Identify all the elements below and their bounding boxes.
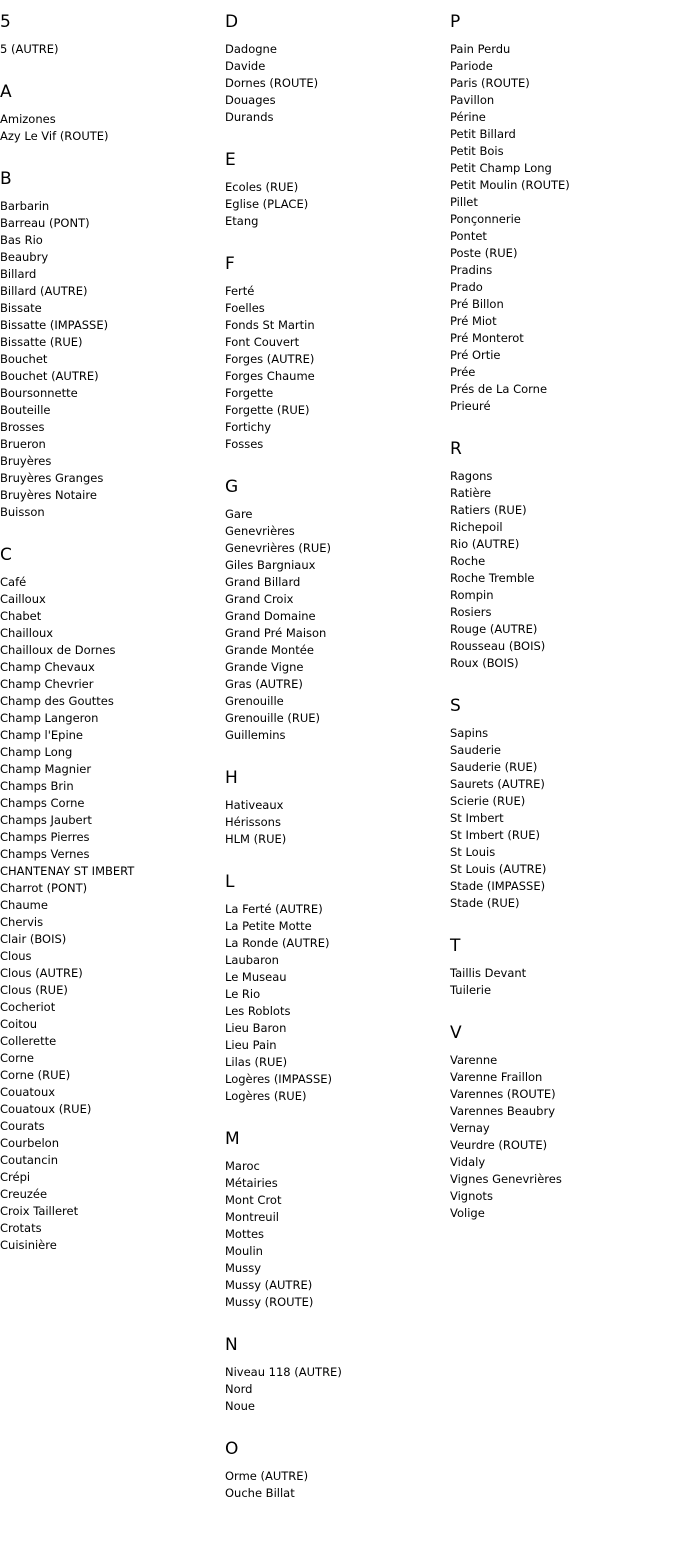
street-link[interactable]: Genevrières — [225, 524, 295, 538]
street-link[interactable]: Champs Brin — [0, 779, 74, 793]
street-link[interactable]: Vignes Genevrières — [450, 1172, 562, 1186]
street-link[interactable]: Boursonnette — [0, 386, 78, 400]
street-link[interactable]: Bruyères Notaire — [0, 488, 97, 502]
street-link[interactable]: Barbarin — [0, 199, 50, 213]
section-letter-heading: M — [225, 1129, 240, 1149]
street-link[interactable]: Rio (AUTRE) — [450, 537, 520, 551]
street-list — [450, 965, 670, 999]
street-link[interactable]: Champs Pierres — [0, 830, 90, 844]
section-letter-heading: G — [225, 477, 239, 497]
letter-section — [225, 1438, 445, 1502]
street-link[interactable]: Vidaly — [450, 1155, 486, 1169]
street-link[interactable]: Foelles — [225, 301, 265, 315]
letter-section — [450, 695, 670, 912]
street-link[interactable]: Lilas (RUE) — [225, 1055, 288, 1069]
letter-section — [225, 1334, 445, 1415]
street-link[interactable]: Prado — [450, 280, 483, 294]
section-letter-heading: O — [225, 1439, 239, 1459]
street-list — [225, 506, 445, 744]
street-list — [450, 41, 670, 415]
street-link[interactable]: Grenouille — [225, 694, 284, 708]
street-list — [0, 111, 220, 145]
street-link[interactable]: Roche — [450, 554, 486, 568]
street-link[interactable]: Courats — [0, 1119, 45, 1133]
street-link[interactable]: Grenouille (RUE) — [225, 711, 321, 725]
street-link[interactable]: Barreau (PONT) — [0, 216, 90, 230]
street-link[interactable]: Pontet — [450, 229, 487, 243]
street-link[interactable]: Poste (RUE) — [450, 246, 518, 260]
street-link[interactable]: 5 (AUTRE) — [0, 42, 59, 56]
street-link[interactable]: Pré Billon — [450, 297, 504, 311]
street-link[interactable]: Vernay — [450, 1121, 490, 1135]
street-link[interactable]: Sauderie — [450, 743, 502, 757]
street-link[interactable]: Grand Domaine — [225, 609, 316, 623]
section-letter-heading: N — [225, 1335, 238, 1355]
street-link[interactable]: Amizones — [0, 112, 56, 126]
street-link[interactable]: Champ Chevaux — [0, 660, 95, 674]
street-link[interactable]: Cuisinière — [0, 1238, 57, 1252]
street-link[interactable]: Bissatte (IMPASSE) — [0, 318, 109, 332]
street-link[interactable]: Richepoil — [450, 520, 503, 534]
street-link[interactable]: Billard — [0, 267, 37, 281]
street-link[interactable]: Gras (AUTRE) — [225, 677, 303, 691]
street-link[interactable]: Etang — [225, 214, 259, 228]
street-link[interactable]: Montreuil — [225, 1210, 279, 1224]
street-link[interactable]: Chailloux de Dornes — [0, 643, 116, 657]
street-link[interactable]: Couatoux (RUE) — [0, 1102, 92, 1116]
street-link[interactable]: Pré Monterot — [450, 331, 524, 345]
street-link[interactable]: Davide — [225, 59, 266, 73]
letter-section — [225, 871, 445, 1105]
street-link[interactable]: Moulin — [225, 1244, 263, 1258]
street-link[interactable]: St Imbert — [450, 811, 504, 825]
street-link[interactable]: Chaume — [0, 898, 48, 912]
street-link[interactable]: Pavillon — [450, 93, 495, 107]
street-link[interactable]: La Petite Motte — [225, 919, 312, 933]
street-link[interactable]: Ferté — [225, 284, 255, 298]
street-link[interactable]: Tuilerie — [450, 983, 492, 997]
street-link[interactable]: Pré Miot — [450, 314, 497, 328]
street-link[interactable]: Couatoux — [0, 1085, 56, 1099]
section-letter-heading: C — [0, 545, 12, 565]
street-link[interactable]: Gare — [225, 507, 253, 521]
street-link[interactable]: Clair (BOIS) — [0, 932, 67, 946]
street-link[interactable]: Café — [0, 575, 27, 589]
street-list — [0, 41, 220, 58]
street-link[interactable]: Lieu Baron — [225, 1021, 287, 1035]
street-link[interactable]: Font Couvert — [225, 335, 300, 349]
street-link[interactable]: Creuzée — [0, 1187, 48, 1201]
street-link[interactable]: Les Roblots — [225, 1004, 291, 1018]
street-link[interactable]: Durands — [225, 110, 274, 124]
street-link[interactable]: Giles Bargniaux — [225, 558, 316, 572]
street-link[interactable]: Rouge (AUTRE) — [450, 622, 538, 636]
street-link[interactable]: Mussy (AUTRE) — [225, 1278, 313, 1292]
street-link[interactable]: Forges (AUTRE) — [225, 352, 315, 366]
street-link[interactable]: Vignots — [450, 1189, 493, 1203]
street-link[interactable]: Varenne Fraillon — [450, 1070, 543, 1084]
street-link[interactable]: Guillemins — [225, 728, 286, 742]
street-link[interactable]: Paris (ROUTE) — [450, 76, 530, 90]
street-link[interactable]: La Ronde (AUTRE) — [225, 936, 330, 950]
street-link[interactable]: Corne — [0, 1051, 34, 1065]
street-link[interactable]: Petit Billard — [450, 127, 516, 141]
street-link[interactable]: Rosiers — [450, 605, 492, 619]
street-link[interactable]: Chailloux — [0, 626, 54, 640]
street-link[interactable]: Rompin — [450, 588, 494, 602]
street-list — [0, 574, 220, 1254]
street-link[interactable]: Prieuré — [450, 399, 491, 413]
street-link[interactable]: Grand Billard — [225, 575, 301, 589]
section-letter-heading: L — [225, 872, 235, 892]
street-link[interactable]: Pillet — [450, 195, 478, 209]
letter-section — [225, 11, 445, 126]
street-link[interactable]: Bissatte (RUE) — [0, 335, 83, 349]
street-link[interactable]: Genevrières (RUE) — [225, 541, 331, 555]
street-link[interactable]: Taillis Devant — [450, 966, 527, 980]
street-link[interactable]: CHANTENAY ST IMBERT — [0, 864, 135, 878]
street-link[interactable]: Grand Croix — [225, 592, 294, 606]
street-link[interactable]: Pain Perdu — [450, 42, 511, 56]
letter-section — [225, 767, 445, 848]
street-link[interactable]: Prée — [450, 365, 476, 379]
street-link[interactable]: Ponçonnerie — [450, 212, 521, 226]
street-link[interactable]: Champ Chevrier — [0, 677, 94, 691]
section-letter-heading: E — [225, 150, 236, 170]
street-link[interactable]: Logères (RUE) — [225, 1089, 307, 1103]
street-link[interactable]: Forgette (RUE) — [225, 403, 310, 417]
street-link[interactable]: Périne — [450, 110, 486, 124]
letter-section — [225, 149, 445, 230]
street-link[interactable]: Brosses — [0, 420, 45, 434]
street-link[interactable]: Bouteille — [0, 403, 51, 417]
section-letter-heading: P — [450, 12, 461, 32]
street-link[interactable]: Grande Montée — [225, 643, 314, 657]
street-link[interactable]: Clous (RUE) — [0, 983, 68, 997]
street-link[interactable]: Le Rio — [225, 987, 261, 1001]
street-link[interactable]: Logères (IMPASSE) — [225, 1072, 333, 1086]
street-link[interactable]: Varenne — [450, 1053, 498, 1067]
street-link[interactable]: Rousseau (BOIS) — [450, 639, 546, 653]
street-link[interactable]: Forgette — [225, 386, 274, 400]
street-link[interactable]: Volige — [450, 1206, 485, 1220]
street-link[interactable]: Mussy — [225, 1261, 261, 1275]
section-letter-heading: F — [225, 254, 235, 274]
street-link[interactable]: Le Museau — [225, 970, 287, 984]
letter-section — [225, 253, 445, 453]
letter-section — [225, 476, 445, 744]
street-list — [225, 797, 445, 848]
street-list — [225, 1158, 445, 1311]
street-link[interactable]: Saurets (AUTRE) — [450, 777, 545, 791]
street-link[interactable]: Fosses — [225, 437, 264, 451]
street-link[interactable]: Billard (AUTRE) — [0, 284, 88, 298]
street-link[interactable]: Beaubry — [0, 250, 49, 264]
section-letter-heading: A — [0, 82, 12, 102]
street-link[interactable]: Sauderie (RUE) — [450, 760, 538, 774]
street-link[interactable]: Corne (RUE) — [0, 1068, 71, 1082]
street-link[interactable]: Noue — [225, 1399, 256, 1413]
street-link[interactable]: St Louis — [450, 845, 496, 859]
street-link[interactable]: Cocheriot — [0, 1000, 56, 1014]
street-list — [450, 468, 670, 672]
street-link[interactable]: Cailloux — [0, 592, 46, 606]
street-link[interactable]: Veurdre (ROUTE) — [450, 1138, 548, 1152]
street-link[interactable]: Hativeaux — [225, 798, 284, 812]
street-link[interactable]: Brueron — [0, 437, 46, 451]
street-link[interactable]: Ratière — [450, 486, 492, 500]
street-list — [225, 179, 445, 230]
section-letter-heading: H — [225, 768, 238, 788]
street-link[interactable]: Eglise (PLACE) — [225, 197, 309, 211]
street-link[interactable]: Buisson — [0, 505, 45, 519]
street-link[interactable]: Champs Corne — [0, 796, 85, 810]
street-link[interactable]: Courbelon — [0, 1136, 59, 1150]
street-link[interactable]: Ratiers (RUE) — [450, 503, 527, 517]
street-link[interactable]: Lieu Pain — [225, 1038, 277, 1052]
street-link[interactable]: Pariode — [450, 59, 493, 73]
section-letter-heading: R — [450, 439, 462, 459]
street-link[interactable]: Ecoles (RUE) — [225, 180, 299, 194]
street-link[interactable]: Petit Moulin (ROUTE) — [450, 178, 570, 192]
street-link[interactable]: Fortichy — [225, 420, 272, 434]
letter-section — [450, 1022, 670, 1222]
street-link[interactable]: Fonds St Martin — [225, 318, 315, 332]
street-link[interactable]: Clous (AUTRE) — [0, 966, 83, 980]
street-link[interactable]: Bas Rio — [0, 233, 43, 247]
street-list — [225, 283, 445, 453]
street-link[interactable]: Charrot (PONT) — [0, 881, 88, 895]
street-link[interactable]: Bouchet (AUTRE) — [0, 369, 99, 383]
street-link[interactable]: Dornes (ROUTE) — [225, 76, 319, 90]
street-link[interactable]: Champ Langeron — [0, 711, 99, 725]
street-link[interactable]: Hérissons — [225, 815, 281, 829]
section-letter-heading: V — [450, 1023, 462, 1043]
street-link[interactable]: Laubaron — [225, 953, 279, 967]
section-letter-heading: S — [450, 696, 461, 716]
street-link[interactable]: Champs Jaubert — [0, 813, 92, 827]
street-link[interactable]: Mottes — [225, 1227, 265, 1241]
letter-section — [450, 11, 670, 415]
street-list — [225, 901, 445, 1105]
street-link[interactable]: Grand Pré Maison — [225, 626, 327, 640]
street-link[interactable]: Champ l'Epine — [0, 728, 84, 742]
street-list — [225, 41, 445, 126]
street-link[interactable]: Orme (AUTRE) — [225, 1469, 309, 1483]
street-link[interactable]: Pradins — [450, 263, 493, 277]
street-link[interactable]: St Louis (AUTRE) — [450, 862, 547, 876]
street-link[interactable]: Scierie (RUE) — [450, 794, 526, 808]
street-link[interactable]: Ouche Billat — [225, 1486, 295, 1500]
street-link[interactable]: Champ Magnier — [0, 762, 92, 776]
street-list — [225, 1364, 445, 1415]
street-link[interactable]: Prés de La Corne — [450, 382, 548, 396]
street-link[interactable]: Stade (IMPASSE) — [450, 879, 546, 893]
street-link[interactable]: Croix Tailleret — [0, 1204, 79, 1218]
street-link[interactable]: Bruyères — [0, 454, 52, 468]
street-list — [450, 1052, 670, 1222]
index-column-3 — [450, 11, 670, 1245]
street-link[interactable]: Champ Long — [0, 745, 73, 759]
street-link[interactable]: Grande Vigne — [225, 660, 304, 674]
street-link[interactable]: Varennes Beaubry — [450, 1104, 556, 1118]
letter-section — [0, 544, 220, 1254]
street-link[interactable]: Métairies — [225, 1176, 278, 1190]
letter-section — [450, 438, 670, 672]
street-link[interactable]: Bissate — [0, 301, 42, 315]
letter-section — [0, 11, 220, 58]
index-column-2 — [225, 11, 445, 1525]
street-link[interactable]: Mussy (ROUTE) — [225, 1295, 314, 1309]
street-link[interactable]: Bruyères Granges — [0, 471, 104, 485]
street-link[interactable]: Azy Le Vif (ROUTE) — [0, 129, 109, 143]
street-link[interactable]: Crépi — [0, 1170, 31, 1184]
street-link[interactable]: Petit Bois — [450, 144, 504, 158]
street-link[interactable]: Nord — [225, 1382, 253, 1396]
section-letter-heading: B — [0, 169, 12, 189]
street-list — [0, 198, 220, 521]
street-link[interactable]: Chabet — [0, 609, 42, 623]
letter-section — [450, 935, 670, 999]
section-letter-heading: 5 — [0, 12, 11, 32]
section-letter-heading: T — [450, 936, 461, 956]
letter-section — [0, 168, 220, 521]
street-link[interactable]: Bouchet — [0, 352, 48, 366]
street-link[interactable]: Varennes (ROUTE) — [450, 1087, 556, 1101]
street-list — [450, 725, 670, 912]
street-link[interactable]: Roux (BOIS) — [450, 656, 519, 670]
street-link[interactable]: Roche Tremble — [450, 571, 535, 585]
street-link[interactable]: Stade (RUE) — [450, 896, 520, 910]
street-link[interactable]: Forges Chaume — [225, 369, 315, 383]
street-link[interactable]: Clous — [0, 949, 32, 963]
street-link[interactable]: HLM (RUE) — [225, 832, 287, 846]
street-link[interactable]: Pré Ortie — [450, 348, 501, 362]
street-link[interactable]: Coitou — [0, 1017, 38, 1031]
street-link[interactable]: Maroc — [225, 1159, 260, 1173]
street-link[interactable]: Ragons — [450, 469, 493, 483]
street-link[interactable]: Dadogne — [225, 42, 277, 56]
street-link[interactable]: Collerette — [0, 1034, 57, 1048]
street-link[interactable]: Coutancin — [0, 1153, 59, 1167]
street-link[interactable]: Chervis — [0, 915, 44, 929]
street-link[interactable]: Niveau 118 (AUTRE) — [225, 1365, 342, 1379]
street-link[interactable]: Mont Crot — [225, 1193, 282, 1207]
street-link[interactable]: Douages — [225, 93, 276, 107]
street-link[interactable]: Champs Vernes — [0, 847, 90, 861]
street-link[interactable]: La Ferté (AUTRE) — [225, 902, 323, 916]
street-link[interactable]: Champ des Gouttes — [0, 694, 114, 708]
letter-section — [225, 1128, 445, 1311]
street-link[interactable]: Crotats — [0, 1221, 42, 1235]
section-letter-heading: D — [225, 12, 239, 32]
street-link[interactable]: St Imbert (RUE) — [450, 828, 540, 842]
street-link[interactable]: Sapins — [450, 726, 489, 740]
letter-section — [0, 81, 220, 145]
index-column-1 — [0, 11, 220, 1277]
street-list — [225, 1468, 445, 1502]
street-link[interactable]: Petit Champ Long — [450, 161, 552, 175]
